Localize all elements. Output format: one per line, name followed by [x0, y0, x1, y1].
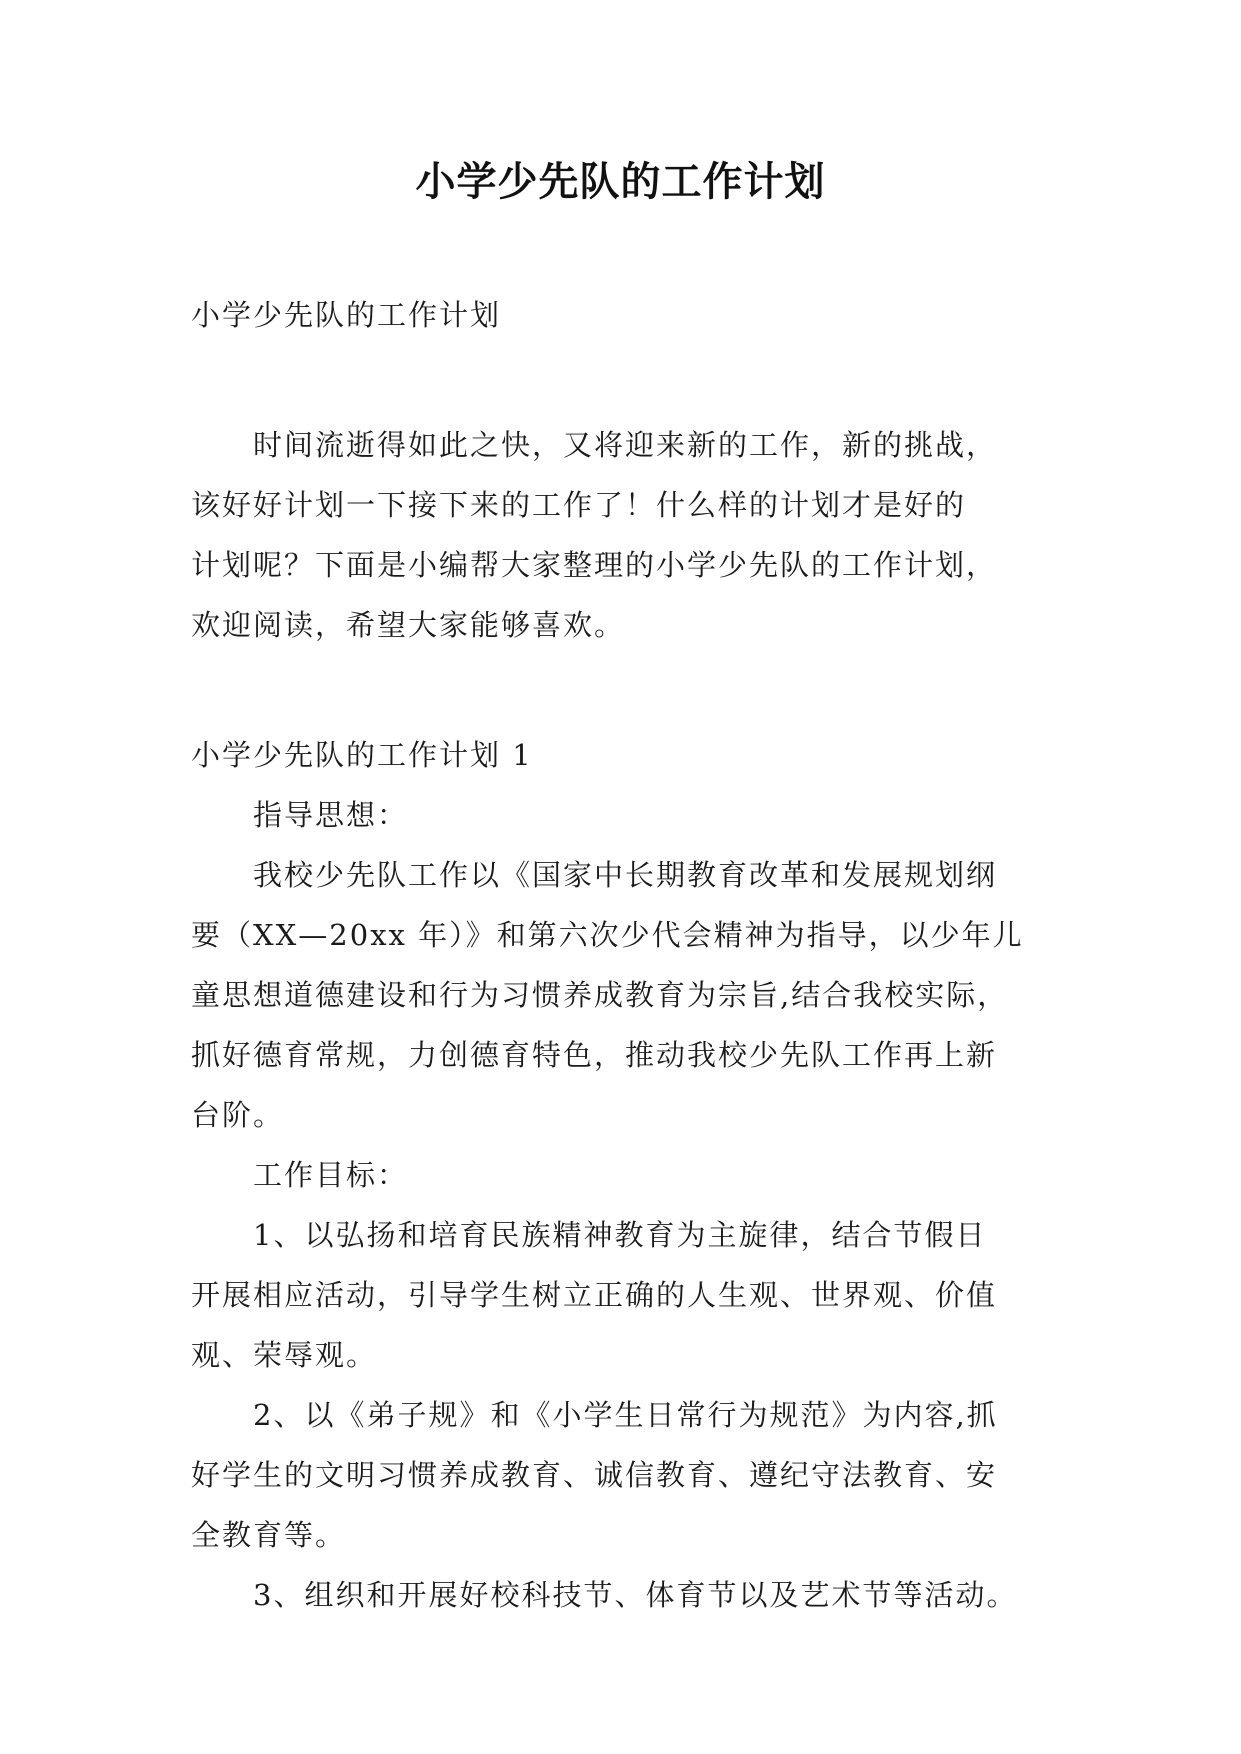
paragraph-gap	[191, 345, 1063, 415]
document-heading: 小学少先队的工作计划	[191, 298, 502, 332]
guiding-line: 台阶。	[191, 1098, 285, 1132]
goal-line: 全教育等。	[191, 1518, 347, 1552]
section-title: 小学少先队的工作计划 1	[191, 738, 533, 772]
goal-line: 1、以弘扬和培育民族精神教育为主旋律，结合节假日	[191, 1218, 987, 1252]
guiding-label: 指导思想：	[191, 798, 409, 832]
goal-1-paragraph	[191, 1205, 1063, 1385]
goal-line: 观、荣辱观。	[191, 1338, 378, 1372]
goal-line: 好学生的文明习惯养成教育、诚信教育、遵纪守法教育、安	[191, 1458, 998, 1492]
intro-line: 该好好计划一下接下来的工作了！什么样的计划才是好的	[191, 488, 967, 522]
document-body	[191, 285, 1063, 1625]
document-title: 小学少先队的工作计划	[415, 158, 826, 205]
guiding-line: 我校少先队工作以《国家中长期教育改革和发展规划纲	[191, 858, 998, 892]
goals-label: 工作目标：	[191, 1158, 409, 1192]
guiding-paragraph	[191, 845, 1063, 1145]
intro-line: 时间流逝得如此之快，又将迎来新的工作，新的挑战，	[191, 428, 998, 462]
intro-line: 欢迎阅读，希望大家能够喜欢。	[191, 608, 626, 642]
intro-line: 计划呢？下面是小编帮大家整理的小学少先队的工作计划，	[191, 548, 998, 582]
goal-line: 2、以《弟子规》和《小学生日常行为规范》为内容,抓	[191, 1398, 998, 1432]
intro-paragraph	[191, 415, 1063, 655]
goal-line: 3、组织和开展好校科技节、体育节以及艺术节等活动。	[191, 1578, 1018, 1612]
guiding-line: 要（XX—20xx 年）》和第六次少代会精神为指导，以少年儿	[191, 918, 1024, 952]
paragraph-gap	[191, 655, 1063, 725]
guiding-line: 童思想道德建设和行为习惯养成教育为宗旨,结合我校实际，	[191, 978, 1009, 1012]
goal-3-paragraph	[191, 1565, 1063, 1625]
guiding-line: 抓好德育常规，力创德育特色，推动我校少先队工作再上新	[191, 1038, 998, 1072]
goal-line: 开展相应活动，引导学生树立正确的人生观、世界观、价值	[191, 1278, 998, 1312]
goal-2-paragraph	[191, 1385, 1063, 1565]
